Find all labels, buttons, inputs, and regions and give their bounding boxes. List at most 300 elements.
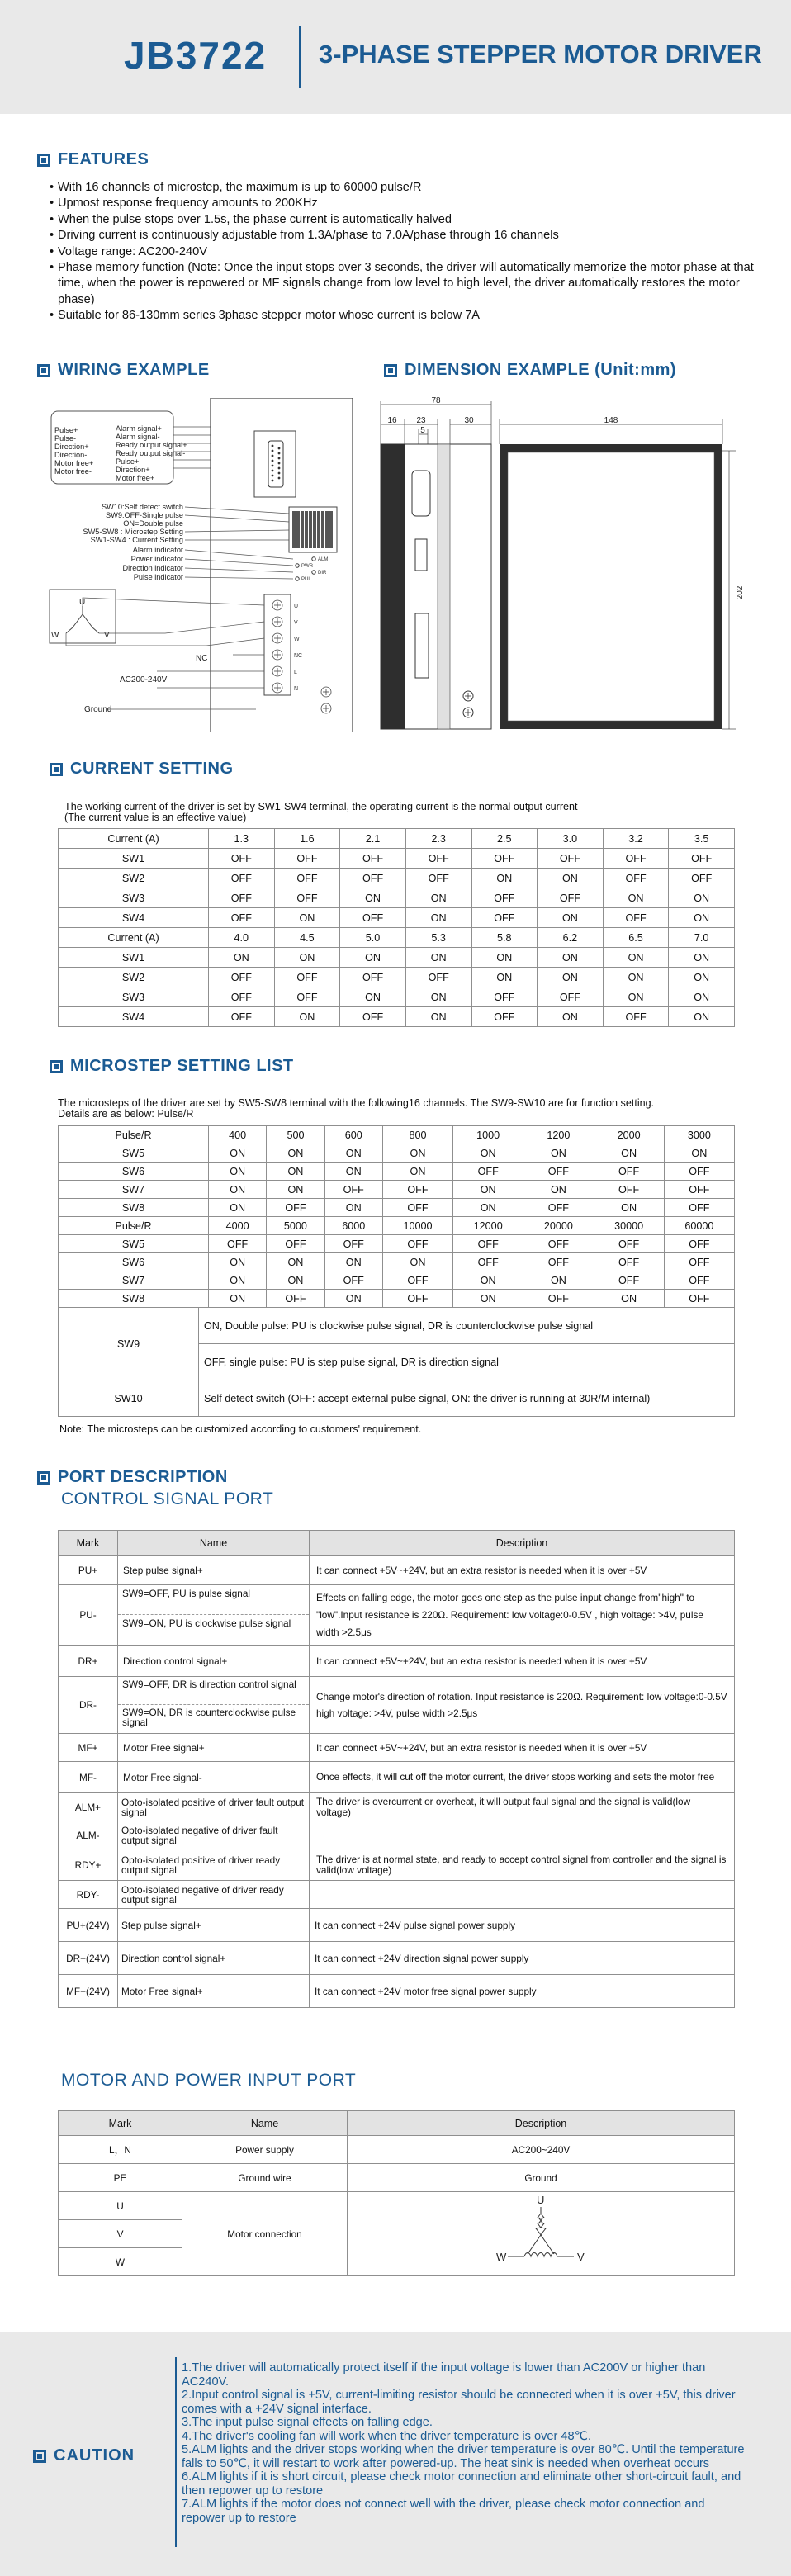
table-row bbox=[59, 849, 735, 869]
box-left-label: Pulse+ bbox=[54, 426, 78, 434]
value-cell: 6000 bbox=[324, 1217, 382, 1235]
terminal-label: V bbox=[294, 620, 298, 626]
value-cell: OFF bbox=[209, 869, 275, 888]
value-cell: OFF bbox=[274, 987, 340, 1007]
value-cell: ON bbox=[382, 1163, 452, 1181]
name-cell: SW9=OFF, DR is direction control signal bbox=[118, 1677, 309, 1705]
value-cell: ON bbox=[523, 1271, 594, 1290]
box-left-label: Motor free+ bbox=[54, 459, 94, 467]
value-cell: OFF bbox=[324, 1235, 382, 1253]
value-cell: OFF bbox=[267, 1199, 324, 1217]
switch-label: SW9:OFF-Single pulse bbox=[106, 511, 183, 519]
row-label-cell: SW2 bbox=[59, 968, 209, 987]
row-label-cell: SW5 bbox=[59, 1235, 209, 1253]
value-cell: ON bbox=[209, 1144, 267, 1163]
value-cell: 5.3 bbox=[405, 928, 471, 948]
value-cell: ON bbox=[382, 1144, 452, 1163]
table-row bbox=[59, 1235, 735, 1253]
heatsink-side bbox=[381, 444, 405, 729]
value-cell: ON bbox=[594, 1199, 664, 1217]
name-cell: Opto-isolated positive of driver ready output signal bbox=[118, 1849, 310, 1881]
caution-item: 1.The driver will automatically protect itself if the input voltage is lower than AC200V or higher than AC240V. bbox=[182, 2361, 706, 2389]
value-cell: OFF bbox=[382, 1290, 452, 1308]
value-cell: 5.0 bbox=[340, 928, 406, 948]
name-cell: Direction control signal+ bbox=[118, 1646, 310, 1677]
value-cell: ON bbox=[603, 948, 669, 968]
value-cell: OFF bbox=[603, 869, 669, 888]
box-right-label: Ready output signal- bbox=[116, 449, 186, 457]
value-cell: 800 bbox=[382, 1126, 452, 1144]
value-cell: 6.2 bbox=[538, 928, 604, 948]
value-cell: OFF bbox=[340, 849, 406, 869]
value-cell: OFF bbox=[267, 1235, 324, 1253]
value-cell: ON bbox=[405, 987, 471, 1007]
value-cell: 1.6 bbox=[274, 829, 340, 849]
motor-w-label: W bbox=[51, 631, 59, 640]
value-cell: 1200 bbox=[523, 1126, 594, 1144]
value-cell: OFF bbox=[538, 888, 604, 908]
dimension-heading bbox=[384, 361, 676, 380]
box-right-label: Direction+ bbox=[116, 466, 150, 474]
sw10-desc: Self detect switch (OFF: accept external pulse signal, ON: the driver is running at 30R/M internal) bbox=[199, 1380, 735, 1417]
feature-item: • With 16 channels of microstep, the maximum is up to 60000 pulse/R bbox=[50, 180, 760, 196]
table-row bbox=[59, 928, 735, 948]
mark-cell: MF- bbox=[59, 1762, 118, 1793]
value-cell: OFF bbox=[382, 1199, 452, 1217]
control-port-title: CONTROL SIGNAL PORT bbox=[61, 1489, 274, 1508]
ac-label: AC200-240V bbox=[120, 675, 168, 684]
value-cell: OFF bbox=[382, 1235, 452, 1253]
name-cell: Power supply bbox=[182, 2136, 348, 2164]
section-square-icon bbox=[37, 364, 50, 377]
row-label-cell: Pulse/R bbox=[59, 1126, 209, 1144]
caution-divider bbox=[175, 2357, 177, 2547]
dim-b: 23 bbox=[416, 416, 426, 425]
desc-cell: It can connect +24V direction signal power supply bbox=[310, 1942, 735, 1975]
microstep-title: MICROSTEP SETTING LIST bbox=[70, 1057, 294, 1075]
mark-cell: ALM+ bbox=[59, 1793, 118, 1821]
desc-cell: Once effects, it will cut off the motor current, the driver stops working and sets the motor free bbox=[310, 1762, 735, 1793]
row-label-cell: SW4 bbox=[59, 1007, 209, 1027]
value-cell: ON bbox=[324, 1199, 382, 1217]
value-cell: OFF bbox=[209, 968, 275, 987]
value-cell: ON bbox=[274, 1007, 340, 1027]
name-cell: Ground wire bbox=[182, 2164, 348, 2192]
box-right-label: Motor free+ bbox=[116, 474, 155, 482]
terminal-label: N bbox=[294, 686, 299, 692]
value-cell: 4000 bbox=[209, 1217, 267, 1235]
mark-cell: DR+ bbox=[59, 1646, 118, 1677]
model-number: JB3722 bbox=[124, 34, 268, 77]
value-cell: OFF bbox=[340, 1007, 406, 1027]
name-cell: SW9=OFF, PU is pulse signal bbox=[118, 1585, 309, 1615]
section-square-icon bbox=[37, 1471, 50, 1485]
value-cell: OFF bbox=[471, 908, 538, 928]
value-cell: OFF bbox=[523, 1235, 594, 1253]
led-label: ALM bbox=[318, 557, 329, 562]
mark-cell: PU+(24V) bbox=[59, 1909, 118, 1942]
value-cell: OFF bbox=[340, 869, 406, 888]
value-cell: ON bbox=[523, 1181, 594, 1199]
row-label-cell: SW3 bbox=[59, 888, 209, 908]
box-right-label: Alarm signal+ bbox=[116, 424, 162, 433]
value-cell: ON bbox=[405, 888, 471, 908]
value-cell: OFF bbox=[603, 1007, 669, 1027]
table-row bbox=[59, 1217, 735, 1235]
value-cell: ON bbox=[340, 987, 406, 1007]
desc-cell bbox=[310, 1881, 735, 1909]
sw9-on-desc: ON, Double pulse: PU is clockwise pulse signal, DR is counterclockwise pulse signal bbox=[199, 1308, 735, 1344]
row-label-cell: Current (A) bbox=[59, 928, 209, 948]
value-cell: OFF bbox=[453, 1235, 523, 1253]
name-cell: Opto-isolated negative of driver ready output signal bbox=[118, 1881, 310, 1909]
value-cell: ON bbox=[267, 1163, 324, 1181]
value-cell: ON bbox=[405, 948, 471, 968]
switch-label: SW10:Self detect switch bbox=[101, 503, 183, 511]
motor-diagram-cell bbox=[348, 2192, 735, 2276]
table-row bbox=[59, 1253, 735, 1271]
current-note: (The current value is an effective value) bbox=[64, 812, 247, 823]
row-label-cell: SW6 bbox=[59, 1253, 209, 1271]
desc-cell: It can connect +24V pulse signal power supply bbox=[310, 1909, 735, 1942]
table-row bbox=[59, 1126, 735, 1144]
desc-cell bbox=[310, 1821, 735, 1849]
port-heading bbox=[37, 1468, 228, 1487]
value-cell: OFF bbox=[209, 1235, 267, 1253]
desc-cell: It can connect +5V~+24V, but an extra resistor is needed when it is over +5V bbox=[310, 1646, 735, 1677]
value-cell: ON bbox=[405, 908, 471, 928]
section-square-icon bbox=[37, 154, 50, 167]
value-cell: 400 bbox=[209, 1126, 267, 1144]
mark-cell: DR- bbox=[59, 1677, 118, 1734]
wiring-diagram bbox=[41, 398, 372, 732]
box-left-label: Direction+ bbox=[54, 443, 89, 451]
box-right-label: Ready output signal+ bbox=[116, 441, 187, 449]
col-description: Description bbox=[348, 2111, 735, 2136]
sw10-label: SW10 bbox=[59, 1380, 199, 1417]
value-cell: OFF bbox=[594, 1253, 664, 1271]
value-cell: OFF bbox=[664, 1290, 734, 1308]
value-cell: OFF bbox=[382, 1181, 452, 1199]
section-square-icon bbox=[50, 1060, 63, 1073]
value-cell: ON bbox=[274, 948, 340, 968]
mark-cell: ALM- bbox=[59, 1821, 118, 1849]
value-cell: ON bbox=[538, 968, 604, 987]
value-cell: OFF bbox=[523, 1290, 594, 1308]
nc-label: NC bbox=[196, 654, 208, 663]
value-cell: OFF bbox=[274, 849, 340, 869]
dim-total-width: 78 bbox=[431, 396, 441, 405]
value-cell: ON bbox=[209, 1271, 267, 1290]
switch-label: ON=Double pulse bbox=[123, 519, 183, 528]
mark-cell: DR+(24V) bbox=[59, 1942, 118, 1975]
value-cell: OFF bbox=[209, 987, 275, 1007]
row-label-cell: SW1 bbox=[59, 948, 209, 968]
box-left-label: Direction- bbox=[54, 451, 88, 459]
value-cell: ON bbox=[324, 1163, 382, 1181]
value-cell: OFF bbox=[664, 1235, 734, 1253]
mark-cell: MF+ bbox=[59, 1734, 118, 1762]
table-row bbox=[59, 869, 735, 888]
section-square-icon bbox=[50, 763, 63, 776]
table-row bbox=[59, 1007, 735, 1027]
row-label-cell: SW4 bbox=[59, 908, 209, 928]
dimension-diagram bbox=[376, 395, 755, 741]
value-cell: 60000 bbox=[664, 1217, 734, 1235]
value-cell: ON bbox=[669, 968, 735, 987]
value-cell: ON bbox=[324, 1290, 382, 1308]
current-table bbox=[58, 828, 735, 1027]
value-cell: OFF bbox=[340, 968, 406, 987]
col-mark: Mark bbox=[59, 2111, 182, 2136]
box-left-label: Pulse- bbox=[54, 434, 77, 443]
value-cell: OFF bbox=[664, 1181, 734, 1199]
desc-cell: The driver is overcurrent or overheat, it will output faul signal and the signal is valid(low voltage) bbox=[310, 1793, 735, 1821]
value-cell: 500 bbox=[267, 1126, 324, 1144]
value-cell: ON bbox=[669, 987, 735, 1007]
caution-title: CAUTION bbox=[54, 2446, 135, 2465]
box-right-label: Alarm signal- bbox=[116, 433, 160, 441]
value-cell: OFF bbox=[382, 1271, 452, 1290]
col-description: Description bbox=[310, 1531, 735, 1556]
value-cell: ON bbox=[594, 1290, 664, 1308]
current-note: The working current of the driver is set by SW1-SW4 terminal, the operating current is the normal output current bbox=[64, 801, 578, 812]
motor-u-label: U bbox=[79, 598, 86, 607]
value-cell: ON bbox=[209, 948, 275, 968]
microstep-heading bbox=[50, 1057, 294, 1076]
caution-item: 6.ALM lights if it is short circuit, please check motor connection and eliminate other short-circuit fault, and then repower up to restore bbox=[182, 2470, 741, 2498]
value-cell: OFF bbox=[594, 1271, 664, 1290]
terminal-label: W bbox=[294, 637, 300, 642]
mark-cell: V bbox=[59, 2220, 182, 2248]
port-title: PORT DESCRIPTION bbox=[58, 1468, 228, 1486]
dim-c: 30 bbox=[464, 416, 474, 425]
row-label-cell: SW1 bbox=[59, 849, 209, 869]
value-cell: ON bbox=[209, 1253, 267, 1271]
row-label-cell: SW7 bbox=[59, 1271, 209, 1290]
table-row bbox=[59, 888, 735, 908]
value-cell: OFF bbox=[453, 1253, 523, 1271]
mark-cell: PU+ bbox=[59, 1556, 118, 1585]
value-cell: OFF bbox=[471, 849, 538, 869]
value-cell: ON bbox=[669, 1007, 735, 1027]
switch-label: Pulse indicator bbox=[133, 573, 183, 581]
dim-depth: 148 bbox=[604, 416, 618, 425]
value-cell: ON bbox=[669, 948, 735, 968]
value-cell: OFF bbox=[603, 908, 669, 928]
value-cell: OFF bbox=[453, 1163, 523, 1181]
table-row bbox=[59, 1199, 735, 1217]
box-left-label: Motor free- bbox=[54, 467, 92, 476]
value-cell: OFF bbox=[594, 1163, 664, 1181]
power-port-title: MOTOR AND POWER INPUT PORT bbox=[61, 2071, 357, 2090]
features-list bbox=[50, 180, 760, 324]
value-cell: OFF bbox=[664, 1253, 734, 1271]
value-cell: 3.0 bbox=[538, 829, 604, 849]
terminal-label: NC bbox=[294, 653, 303, 659]
motor-winding-icon bbox=[491, 2194, 590, 2272]
control-port-table bbox=[58, 1530, 735, 2008]
value-cell: ON bbox=[453, 1199, 523, 1217]
ground-label: Ground bbox=[84, 705, 112, 714]
value-cell: ON bbox=[453, 1290, 523, 1308]
value-cell: OFF bbox=[669, 849, 735, 869]
switch-label: Alarm indicator bbox=[132, 546, 183, 554]
value-cell: ON bbox=[523, 1144, 594, 1163]
value-cell: 600 bbox=[324, 1126, 382, 1144]
caution-item: 5.ALM lights and the driver stops working when the driver temperature is over 80℃. Until the temperature falls to 50℃, it will restart to work after powered-up. The heat sink is needed when overheat occurs bbox=[182, 2443, 745, 2470]
box-right-label: Pulse+ bbox=[116, 457, 140, 466]
value-cell: ON bbox=[324, 1144, 382, 1163]
value-cell: OFF bbox=[274, 869, 340, 888]
function-switch-table bbox=[58, 1307, 735, 1417]
value-cell: ON bbox=[538, 908, 604, 928]
value-cell: OFF bbox=[664, 1163, 734, 1181]
name-cell: Opto-isolated positive of driver fault output signal bbox=[118, 1793, 310, 1821]
desc-cell: It can connect +5V~+24V, but an extra resistor is needed when it is over +5V bbox=[310, 1556, 735, 1585]
value-cell: OFF bbox=[664, 1271, 734, 1290]
wiring-title: WIRING EXAMPLE bbox=[58, 361, 210, 379]
caution-item: 3.The input pulse signal effects on falling edge. bbox=[182, 2416, 433, 2429]
mark-cell: PU- bbox=[59, 1585, 118, 1646]
row-label-cell: SW3 bbox=[59, 987, 209, 1007]
value-cell: OFF bbox=[267, 1290, 324, 1308]
value-cell: OFF bbox=[471, 888, 538, 908]
feature-item: • Voltage range: AC200-240V bbox=[50, 244, 760, 260]
value-cell: 10000 bbox=[382, 1217, 452, 1235]
value-cell: OFF bbox=[594, 1235, 664, 1253]
desc-cell: Ground bbox=[348, 2164, 735, 2192]
desc-cell: The driver is at normal state, and ready to accept control signal from controller and the signal is valid(low voltage) bbox=[310, 1849, 735, 1881]
name-cell: Motor connection bbox=[182, 2192, 348, 2276]
value-cell: ON bbox=[209, 1199, 267, 1217]
value-cell: ON bbox=[603, 888, 669, 908]
value-cell: 3000 bbox=[664, 1126, 734, 1144]
value-cell: 5000 bbox=[267, 1217, 324, 1235]
feature-item: • Upmost response frequency amounts to 200KHz bbox=[50, 196, 760, 211]
desc-cell: Change motor's direction of rotation. Input resistance is 220Ω. Requirement: low voltage:0-0.5V high voltage: >4V, pulse width >2.5μs bbox=[310, 1677, 735, 1734]
value-cell: OFF bbox=[471, 987, 538, 1007]
row-label-cell: SW6 bbox=[59, 1163, 209, 1181]
desc-cell: Effects on falling edge, the motor goes one step as the pulse input change from"high" to "low".Input resistance is 220Ω. Requirement: low voltage:0-0.5V , high voltage: >4V, pulse width >2.5μs bbox=[310, 1585, 735, 1646]
desc-cell: It can connect +5V~+24V, but an extra resistor is needed when it is over +5V bbox=[310, 1734, 735, 1762]
value-cell: OFF bbox=[209, 908, 275, 928]
value-cell: ON bbox=[669, 908, 735, 928]
value-cell: 1000 bbox=[453, 1126, 523, 1144]
mark-cell: L，N bbox=[59, 2136, 182, 2164]
value-cell: 20000 bbox=[523, 1217, 594, 1235]
section-square-icon bbox=[33, 2450, 46, 2463]
name-cell: Step pulse signal+ bbox=[118, 1556, 310, 1585]
mark-cell: MF+(24V) bbox=[59, 1975, 118, 2008]
value-cell: ON bbox=[453, 1181, 523, 1199]
row-label-cell: SW8 bbox=[59, 1199, 209, 1217]
value-cell: 4.5 bbox=[274, 928, 340, 948]
value-cell: 1.3 bbox=[209, 829, 275, 849]
current-heading bbox=[50, 760, 234, 779]
header-title: 3-PHASE STEPPER MOTOR DRIVER bbox=[319, 40, 762, 69]
value-cell: ON bbox=[209, 1290, 267, 1308]
microstep-note: The microsteps of the driver are set by SW5-SW8 terminal with the following16 channels. The SW9-SW10 are for function setting. bbox=[58, 1097, 655, 1109]
name-cell: Direction control signal+ bbox=[118, 1942, 310, 1975]
value-cell: 7.0 bbox=[669, 928, 735, 948]
value-cell: OFF bbox=[664, 1199, 734, 1217]
value-cell: ON bbox=[669, 888, 735, 908]
dim-height: 202 bbox=[736, 585, 745, 600]
value-cell: ON bbox=[538, 869, 604, 888]
motor-u-label: U bbox=[537, 2193, 545, 2206]
value-cell: ON bbox=[340, 888, 406, 908]
name-cell: Step pulse signal+ bbox=[118, 1909, 310, 1942]
mark-cell: U bbox=[59, 2192, 182, 2220]
mark-cell: PE bbox=[59, 2164, 182, 2192]
led-label: PUL bbox=[301, 577, 311, 582]
value-cell: OFF bbox=[594, 1181, 664, 1199]
caution-item: 7.ALM lights if the motor does not connect well with the driver, please check motor connection and repower up to restore bbox=[182, 2498, 705, 2525]
value-cell: OFF bbox=[209, 1007, 275, 1027]
terminal-label: L bbox=[294, 670, 297, 675]
led-label: PWR bbox=[301, 564, 313, 569]
value-cell: ON bbox=[324, 1253, 382, 1271]
value-cell: 3.5 bbox=[669, 829, 735, 849]
mark-cell: RDY+ bbox=[59, 1849, 118, 1881]
value-cell: 3.2 bbox=[603, 829, 669, 849]
value-cell: OFF bbox=[209, 888, 275, 908]
value-cell: ON bbox=[382, 1253, 452, 1271]
value-cell: 6.5 bbox=[603, 928, 669, 948]
name-cell: Motor Free signal+ bbox=[118, 1975, 310, 2008]
sw9-off-desc: OFF, single pulse: PU is step pulse signal, DR is direction signal bbox=[199, 1344, 735, 1380]
value-cell: OFF bbox=[324, 1271, 382, 1290]
value-cell: ON bbox=[267, 1253, 324, 1271]
value-cell: 12000 bbox=[453, 1217, 523, 1235]
value-cell: ON bbox=[603, 968, 669, 987]
motor-v-label: V bbox=[104, 631, 110, 640]
col-mark: Mark bbox=[59, 1531, 118, 1556]
switch-label: Direction indicator bbox=[122, 564, 183, 572]
value-cell: ON bbox=[453, 1144, 523, 1163]
row-label-cell: SW5 bbox=[59, 1144, 209, 1163]
microstep-table bbox=[58, 1125, 735, 1308]
table-row bbox=[59, 1181, 735, 1199]
value-cell: ON bbox=[594, 1144, 664, 1163]
features-heading bbox=[37, 150, 149, 169]
value-cell: OFF bbox=[340, 908, 406, 928]
terminal-label: U bbox=[294, 604, 299, 609]
value-cell: ON bbox=[267, 1271, 324, 1290]
table-row bbox=[59, 987, 735, 1007]
value-cell: OFF bbox=[274, 888, 340, 908]
value-cell: 2.1 bbox=[340, 829, 406, 849]
col-name: Name bbox=[118, 1531, 310, 1556]
dim-d: 5 bbox=[420, 426, 425, 435]
value-cell: OFF bbox=[209, 849, 275, 869]
name-cell: Motor Free signal- bbox=[118, 1762, 310, 1793]
value-cell: OFF bbox=[471, 1007, 538, 1027]
value-cell: ON bbox=[453, 1271, 523, 1290]
row-label-cell: Current (A) bbox=[59, 829, 209, 849]
name-cell: Motor Free signal+ bbox=[118, 1734, 310, 1762]
value-cell: OFF bbox=[669, 869, 735, 888]
table-row bbox=[59, 829, 735, 849]
value-cell: OFF bbox=[538, 987, 604, 1007]
sw9-label: SW9 bbox=[59, 1308, 199, 1380]
feature-item: • When the pulse stops over 1.5s, the phase current is automatically halved bbox=[50, 212, 760, 228]
led-label: DIR bbox=[318, 571, 327, 575]
value-cell: 2.5 bbox=[471, 829, 538, 849]
motor-v-label: V bbox=[577, 2250, 585, 2263]
table-row bbox=[59, 1144, 735, 1163]
